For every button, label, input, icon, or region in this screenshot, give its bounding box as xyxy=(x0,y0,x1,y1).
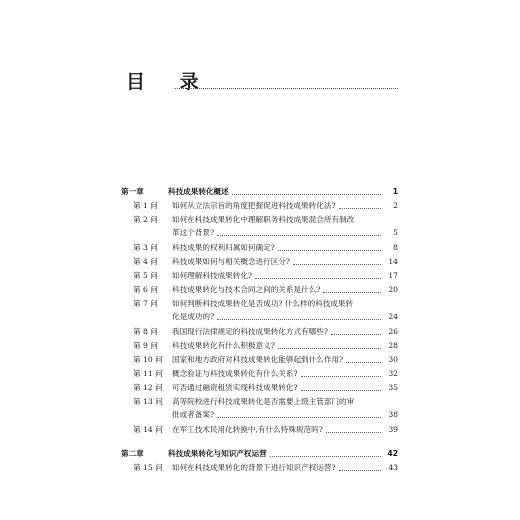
page-number: 32 xyxy=(388,369,398,378)
dot-leader xyxy=(270,456,381,457)
page-number: 5 xyxy=(393,228,398,237)
question-title: 可否通过融资租赁实现科技成果转化? xyxy=(172,383,298,392)
toc-question-entry xyxy=(121,396,398,422)
dot-leader xyxy=(217,235,381,236)
toc-question-entry xyxy=(121,354,398,366)
dot-leader xyxy=(339,208,381,209)
question-title: 科技成果如何与相关概念进行区分? xyxy=(172,257,290,266)
question-number: 第 13 问 xyxy=(133,397,163,406)
question-title: 如何在科技成果转化中理解职务科技成果混合所有制改 xyxy=(172,215,355,224)
question-number: 第 9 问 xyxy=(133,341,158,350)
toc-question-entry xyxy=(121,382,398,394)
page-number: 14 xyxy=(388,257,398,266)
dot-leader xyxy=(331,334,381,335)
question-number: 第 2 问 xyxy=(133,215,158,224)
page-number: 42 xyxy=(387,449,398,458)
question-number: 第 14 问 xyxy=(133,425,163,434)
dot-leader xyxy=(326,432,381,433)
page-number: 38 xyxy=(388,410,398,419)
page-number: 8 xyxy=(393,243,398,252)
page-number: 43 xyxy=(388,463,398,472)
chapter-title: 科技成果转化概述 xyxy=(168,187,229,196)
question-title-continued: 批或者备案? xyxy=(172,410,215,419)
page-number: 30 xyxy=(388,355,398,364)
toc-question-entry xyxy=(121,270,398,282)
dot-leader xyxy=(217,319,381,320)
page-number: 35 xyxy=(388,383,398,392)
question-number: 第 11 问 xyxy=(133,369,163,378)
dot-leader xyxy=(323,292,381,293)
question-title: 如何在科技成果转化的背景下进行知识产权运营? xyxy=(172,463,336,472)
question-title: 科技成果转化有什么积极意义? xyxy=(172,341,275,350)
page-number: 17 xyxy=(388,271,398,280)
dot-leader xyxy=(278,348,381,349)
toc-header xyxy=(126,70,398,96)
question-title: 高等院校进行科技成果转化是否需要上级主管部门的审 xyxy=(172,397,355,406)
dot-leader xyxy=(217,417,381,418)
question-number: 第 7 问 xyxy=(133,299,158,308)
toc-question-entry xyxy=(121,200,398,212)
toc-question-entry xyxy=(121,462,398,474)
question-title-continued: 革这个背景? xyxy=(172,228,215,237)
header-dotted-rule xyxy=(175,88,398,89)
question-title: 科技成果转化与技术合同之间的关系是什么? xyxy=(172,285,321,294)
chapter-title: 科技成果转化与知识产权运营 xyxy=(168,449,267,458)
dot-leader xyxy=(278,250,381,251)
question-number: 第 12 问 xyxy=(133,383,163,392)
question-number: 第 3 问 xyxy=(133,243,158,252)
question-title: 如何理解科技成果转化? xyxy=(172,271,253,280)
page-number: 26 xyxy=(388,327,398,336)
question-title-continued: 化是成功的? xyxy=(172,312,215,321)
toc-question-entry xyxy=(121,298,398,324)
question-number: 第 8 问 xyxy=(133,327,158,336)
dot-leader xyxy=(301,376,381,377)
table-of-contents xyxy=(121,186,398,476)
question-number: 第 15 问 xyxy=(133,463,163,472)
page-number: 2 xyxy=(393,201,398,210)
question-title: 在军工技术民用化转换中,有什么特殊规范吗? xyxy=(172,425,323,434)
question-title: 国家和地方政府对科技成果转化能够起到什么作用? xyxy=(172,355,344,364)
toc-question-entry xyxy=(121,368,398,380)
dot-leader xyxy=(255,278,381,279)
toc-question-entry xyxy=(121,242,398,254)
toc-question-entry xyxy=(121,340,398,352)
question-number: 第 1 问 xyxy=(133,201,158,210)
toc-question-entry xyxy=(121,214,398,240)
toc-question-entry xyxy=(121,284,398,296)
dot-leader xyxy=(293,264,381,265)
dot-leader xyxy=(301,390,381,391)
page-number: 20 xyxy=(388,285,398,294)
toc-question-entry xyxy=(121,424,398,436)
page-number: 24 xyxy=(388,312,398,321)
dot-leader xyxy=(232,194,381,195)
page-number: 28 xyxy=(388,341,398,350)
toc-chapter-entry xyxy=(121,448,398,460)
question-number: 第 10 问 xyxy=(133,355,163,364)
question-title: 如何从立法宗旨的角度把握促进科技成果转化法? xyxy=(172,201,336,210)
question-number: 第 6 问 xyxy=(133,285,158,294)
question-title: 我国现行法律规定的科技成果转化方式有哪些? xyxy=(172,327,328,336)
toc-question-entry xyxy=(121,256,398,268)
dot-leader xyxy=(339,470,381,471)
question-title: 如何判断科技成果转化是否成功? 什么样的科技成果转 xyxy=(172,299,354,308)
toc-chapter-entry xyxy=(121,186,398,198)
question-title: 概念验证与科技成果转化有什么关系? xyxy=(172,369,298,378)
chapter-number: 第一章 xyxy=(121,187,144,196)
page-number: 1 xyxy=(392,187,398,196)
page-number: 39 xyxy=(388,425,398,434)
chapter-number: 第二章 xyxy=(121,449,144,458)
toc-title: 目 录 xyxy=(126,71,213,93)
toc-question-entry xyxy=(121,326,398,338)
question-number: 第 4 问 xyxy=(133,257,158,266)
question-number: 第 5 问 xyxy=(133,271,158,280)
dot-leader xyxy=(346,362,381,363)
question-title: 科技成果的权利归属如何确定? xyxy=(172,243,275,252)
